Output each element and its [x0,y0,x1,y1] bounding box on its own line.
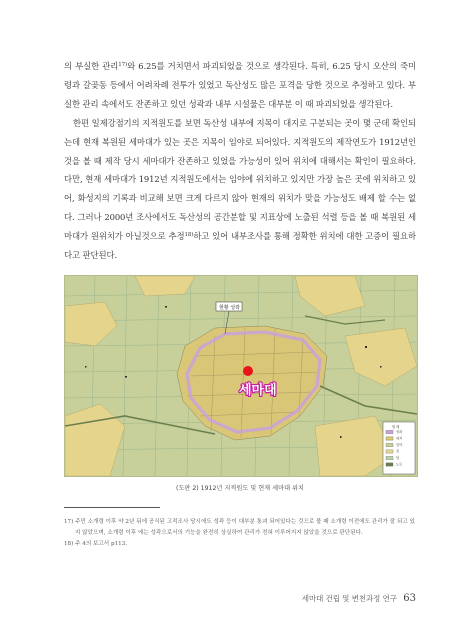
cadastral-map-figure [64,275,418,477]
legend-swatch [386,437,393,440]
cadastral-map [65,276,417,476]
legend-item-label: 성곽 [396,430,403,434]
footnote-18: 18) 주 4의 보고서 p113. [64,541,128,547]
legend-item-label: 답 [396,456,400,460]
footnote-ref-17: 17) [118,62,128,68]
current-wall-label: 현황 성곽 [219,305,240,311]
paragraph-2: 한편 일제강점기의 지적원도를 보면 독산성 내부에 지목이 대지로 구분되는 곳이 몇 군데 확인되는데 현재 복원된 세마대가 있는 곳은 지목이 임야로 되어있다. 지적원도의 제작연도가 1912년인 것을 볼 때 제작 당시 세마대가 잔존하고 있었을 가능성이 있어 위치에 대해서는 확인이 필요하다. 다만, 현재 세마대가 1912년 지적원도에서는 임야에 위치하고 있지만 가장 높은 곳에 위치하고 있어, 화성지의 기록과 비교해 보면 크게 다르지 않아 현재의 위치가 맞을 가능성도 배제 할 수는 없다. 그러나 2000년 조사에서도 독산성의 공간분할 및 지표상에 노출된 석렬 등을 볼 때 복원된 세마대가 원위치가 아닐것으로 추정$^{18)}$하고 있어 내부조사를 통해 정확한 위치에 대한 고증이 필요하다고 판단된다. [64,117,416,261]
legend-swatch [386,450,393,453]
page-footer [302,593,416,604]
semadae-map-label: 세마대 [239,383,277,398]
legend-swatch [386,443,393,446]
legend-item-label: 도로 [396,462,403,467]
map-legend [383,422,415,474]
paragraph-1: 의 부실한 관리$^{17)}$와 6.25를 거치면서 파괴되었을 것으로 생각된다. 특히, 6.25 당시 오산의 죽미령과 갈곶동 등에서 어려차례 전투가 있었고 독산성도 많은 포격을 당한 것으로 추정하고 있다. 부실한 관리 속에서도 잔존하고 있던 성곽과 내부 시설물은 대부분 이 때 파괴되었을 생각된다. [64,61,416,109]
footnote-ref-18: 18) [184,232,194,239]
legend-title: 범 례 [392,425,400,429]
running-title: 세마대 건립 및 변천과정 연구 [301,594,397,603]
body-text [64,57,416,265]
legend-swatch [386,463,393,466]
page-number: 63 [403,593,416,604]
legend-swatch [386,456,393,459]
footnotes [64,517,416,550]
legend-item-label: 임야 [396,443,403,447]
legend-swatch [386,430,393,433]
figure-caption: (도판 2) 1912년 지적원도 및 현재 세마대 위치 [176,485,304,492]
legend-item-label: 대지 [396,436,403,441]
semadae-location-marker [243,366,253,376]
footnote-divider [64,507,160,508]
legend-item-label: 전 [396,449,400,454]
footnote-17: 17) 주민 소개령 이후 약 2년 뒤에 공식된 고적조사 당시에도 성곽 등이 대부분 통괴 되어있다는 것으로 볼 때 소개령 이전에도 관리가 잘 되고 있지 않았으며, 소개령 이후 에는 성곽으로서의 기능을 완전히 상실하여 관리가 전혀 이루어지지 않았을 것으로 판단된다. [64,519,415,536]
